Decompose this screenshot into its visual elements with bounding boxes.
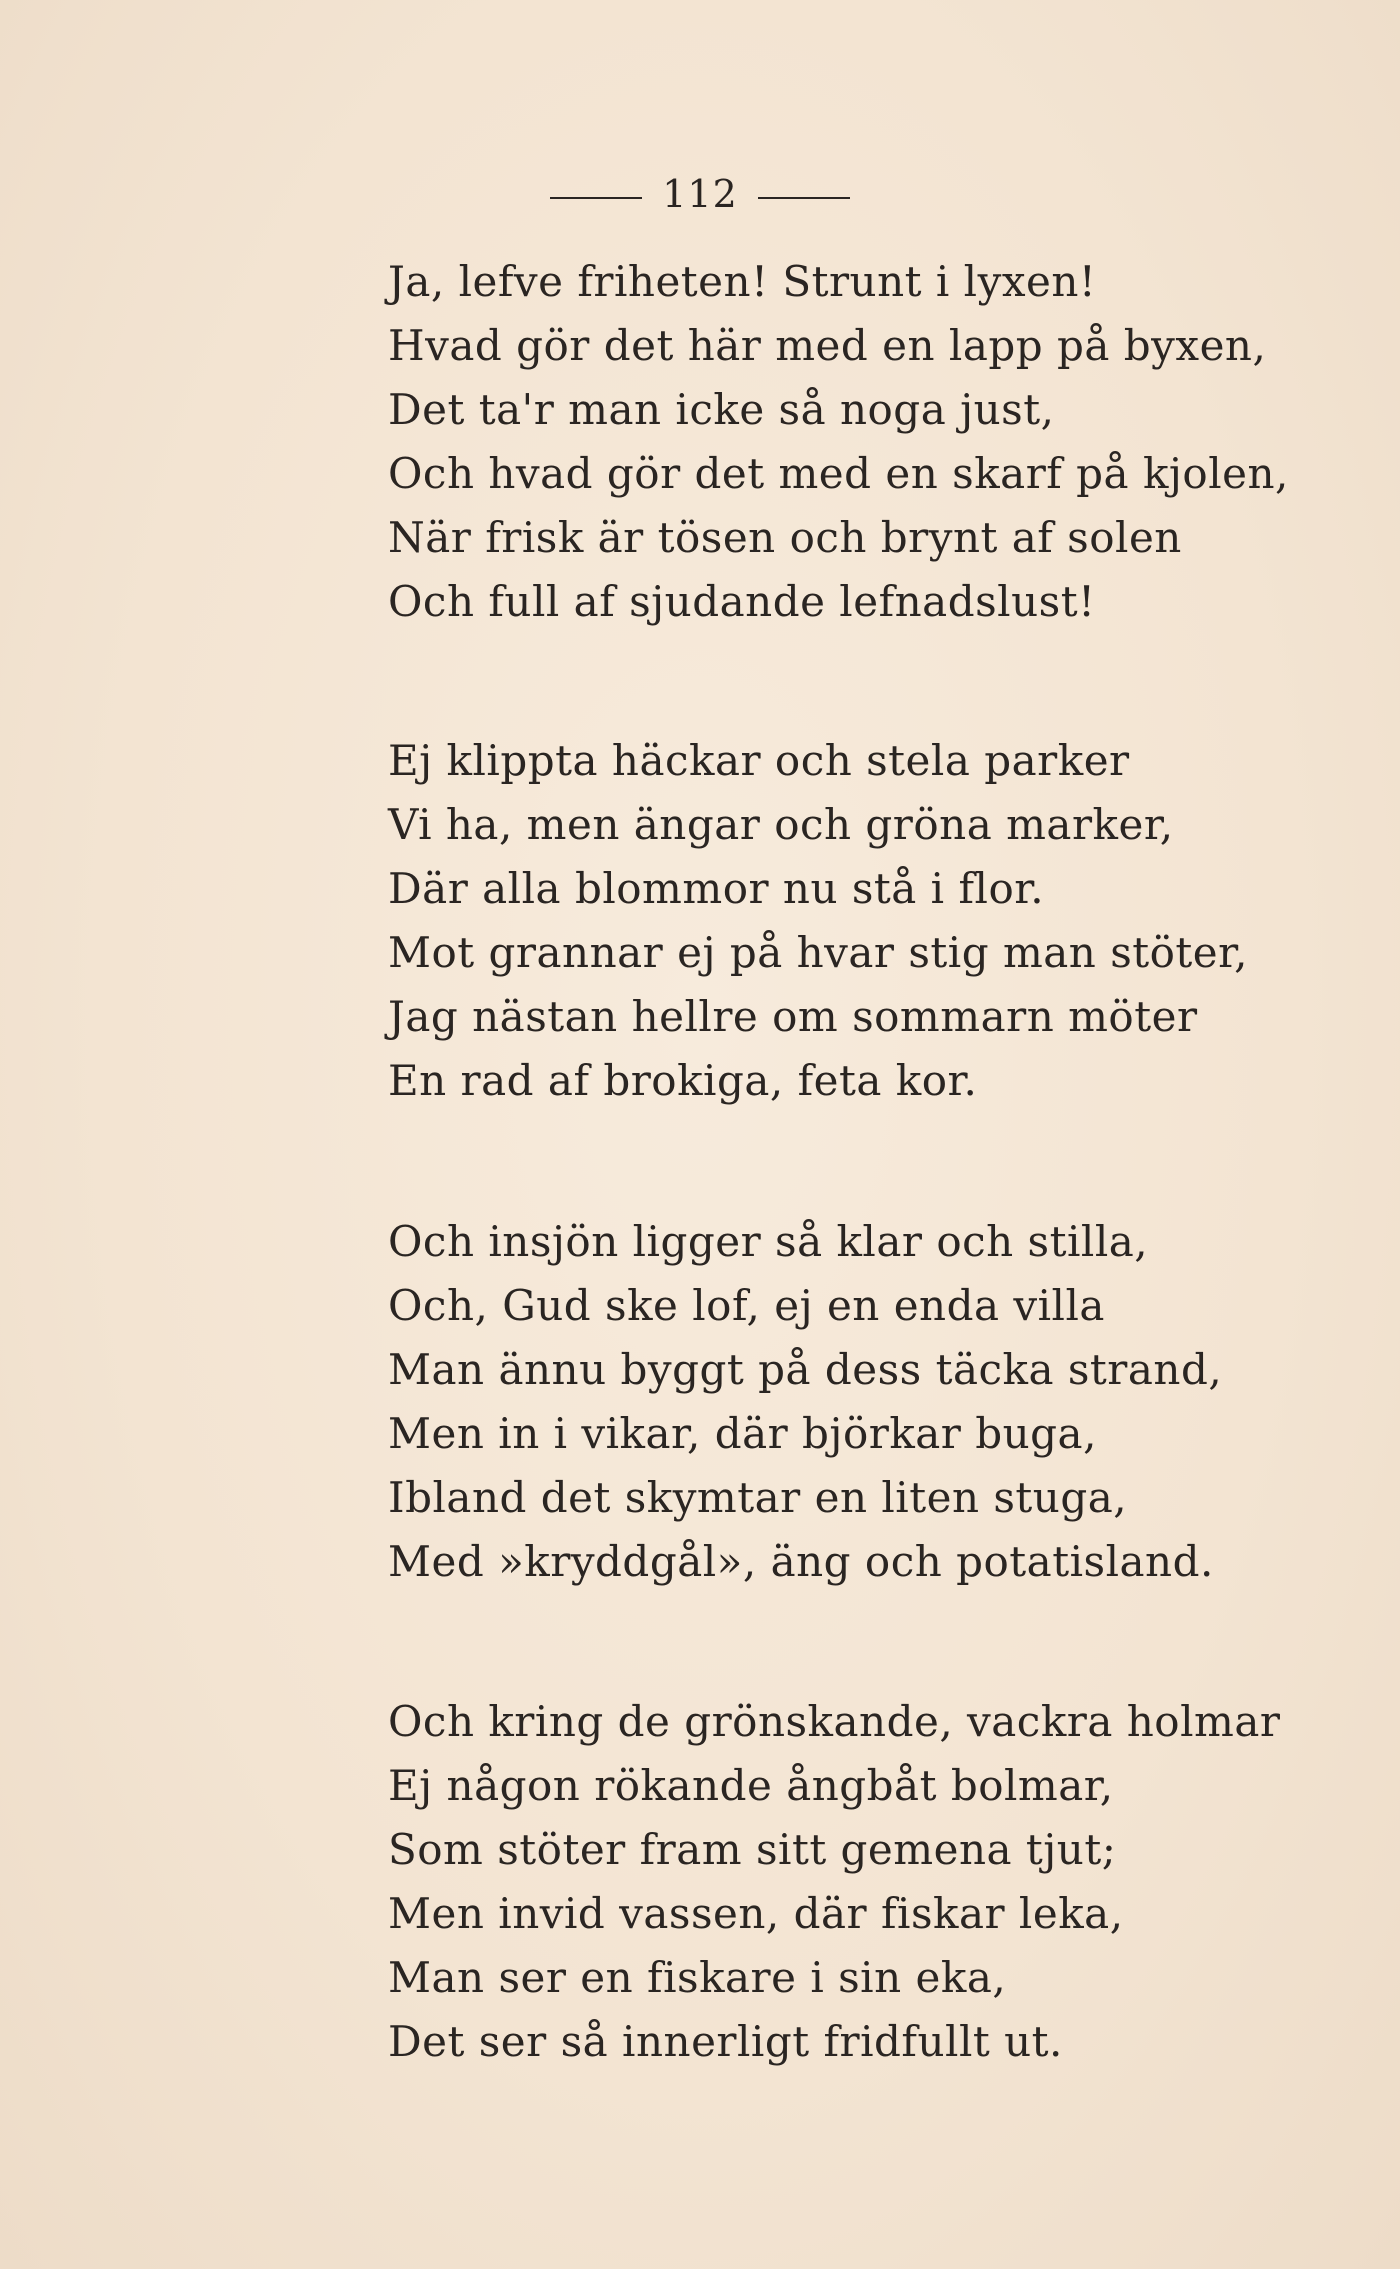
- stanza-4: [388, 1690, 1280, 2074]
- poem-line: Det ta'r man icke så noga just,: [388, 385, 1055, 434]
- poem-line: Där alla blommor nu stå i flor.: [388, 864, 1045, 913]
- page-number: 112: [662, 172, 738, 216]
- poem-line: Man ännu byggt på dess täcka strand,: [388, 1345, 1223, 1394]
- header-rule-right: [758, 197, 850, 199]
- poem-line: Hvad gör det här med en lapp på byxen,: [388, 321, 1267, 370]
- poem-line: Och hvad gör det med en skarf på kjolen,: [388, 449, 1289, 498]
- poem-line: Som stöter fram sitt gemena tjut;: [388, 1825, 1117, 1874]
- stanza-2: [388, 729, 1248, 1113]
- poem-line: Ja, lefve friheten! Strunt i lyxen!: [388, 257, 1097, 306]
- poem-line: Ej klippta häckar och stela parker: [388, 736, 1130, 785]
- poem-line: När frisk är tösen och brynt af solen: [388, 513, 1182, 562]
- poem-line: Vi ha, men ängar och gröna marker,: [388, 800, 1174, 849]
- poem-line: Man ser en fiskare i sin eka,: [388, 1953, 1007, 2002]
- poem-line: Men in i vikar, där björkar buga,: [388, 1409, 1097, 1458]
- stanza-3: [388, 1210, 1222, 1594]
- poem-line: Ibland det skymtar en liten stuga,: [388, 1473, 1128, 1522]
- poem-line: Och full af sjudande lefnadslust!: [388, 577, 1096, 626]
- poem-line: En rad af brokiga, feta kor.: [388, 1056, 978, 1105]
- page-number-header: [0, 172, 1400, 216]
- poem-line: Med »kryddgål», äng och potatisland.: [388, 1537, 1214, 1586]
- poem-line: Jag nästan hellre om sommarn möter: [388, 992, 1198, 1041]
- poem-line: Mot grannar ej på hvar stig man stöter,: [388, 928, 1248, 977]
- header-rule-left: [550, 197, 642, 199]
- poem-line: Och, Gud ske lof, ej en enda villa: [388, 1281, 1105, 1330]
- poem-line: Det ser så innerligt fridfullt ut.: [388, 2017, 1063, 2066]
- poem-line: Men invid vassen, där fiskar leka,: [388, 1889, 1124, 1938]
- poem-line: Ej någon rökande ångbåt bolmar,: [388, 1761, 1114, 1810]
- poem-line: Och insjön ligger så klar och stilla,: [388, 1217, 1149, 1266]
- stanza-1: [388, 250, 1289, 634]
- poem-line: Och kring de grönskande, vackra holmar: [388, 1697, 1281, 1746]
